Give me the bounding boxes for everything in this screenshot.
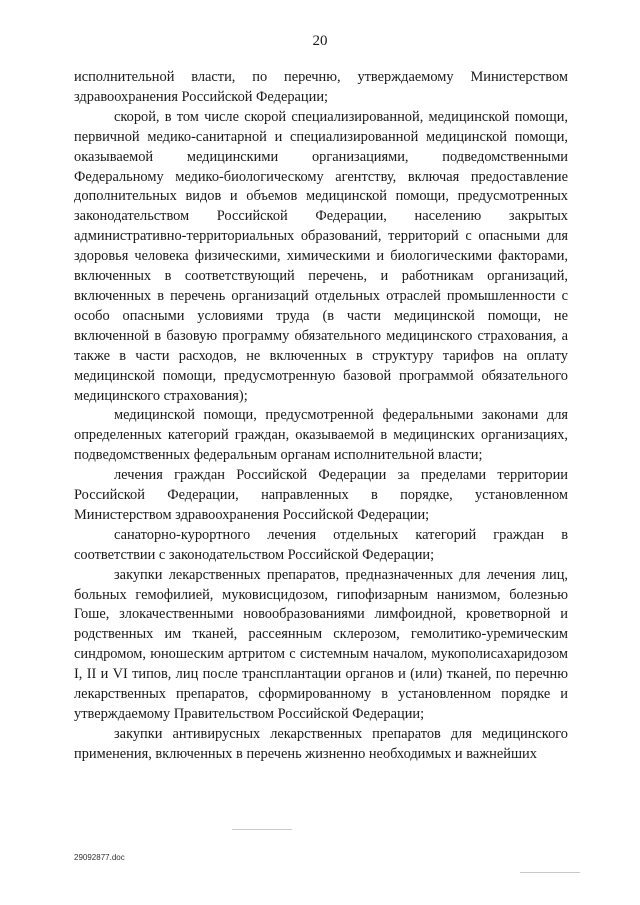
paragraph-1: исполнительной власти, по перечню, утверждаемому Министерством здравоохранения Российской Федерации; xyxy=(74,69,568,105)
scan-artifact xyxy=(232,829,292,830)
paragraph-6: закупки лекарственных препаратов, предназначенных для лечения лиц, больных гемофилией, муковисцидозом, гипофизарным нанизмом, болезнью Гоше, злокачественными новообразованиями лимфоидной, кроветворной и родственных им тканей, рассеянным склерозом, гемолитико-уремическим синдромом, юношеским артритом с системным началом, мукополисахаридозом I, II и VI типов, лиц после трансплантации органов и (или) тканей, по перечню лекарственных препаратов, сформированному в установленном порядке и утверждаемому Правительством Российской Федерации; xyxy=(74,566,568,722)
document-body xyxy=(74,68,568,765)
paragraph-5: санаторно-курортного лечения отдельных категорий граждан в соответствии с законодательством Российской Федерации; xyxy=(74,526,568,563)
document-file-code: 29092877.doc xyxy=(74,853,125,862)
page-number: 20 xyxy=(312,33,328,49)
paragraph-3: медицинской помощи, предусмотренной федеральными законами для определенных категорий граждан, оказываемой в медицинских организациях, подведомственных федеральным органам исполнительной власти; xyxy=(74,407,568,464)
paragraph-2: скорой, в том числе скорой специализированной, медицинской помощи, первичной медико-санитарной и специализированной медицинской помощи, оказываемой медицинскими организациями, подведомственными Федеральному медико-биологическому агентству, включая предоставление дополнительных видов и объемов медицинской помощи, предусмотренных законодательством Российской Федерации, населению закрытых административно-территориальных образований, территорий с опасными для здоровья человека физическими, химическими и биологическими факторами, включенных в соответствующий перечень, и работникам организаций, включенных в перечень организаций отдельных отраслей промышленности с особо опасными условиями труда (в части медицинской помощи, не включенной в базовую программу обязательного медицинского страхования, а также в части расходов, не включенных в структуру тарифов на оплату медицинской помощи, предусмотренную базовой программой обязательного медицинского страхования); xyxy=(74,108,568,404)
scan-artifact xyxy=(520,872,580,873)
paragraph-7: закупки антивирусных лекарственных препаратов для медицинского применения, включенных в перечень жизненно необходимых и важнейших xyxy=(74,725,568,762)
paragraph-4: лечения граждан Российской Федерации за пределами территории Российской Федерации, направленных в порядке, установленном Министерством здравоохранения Российской Федерации; xyxy=(74,467,568,523)
